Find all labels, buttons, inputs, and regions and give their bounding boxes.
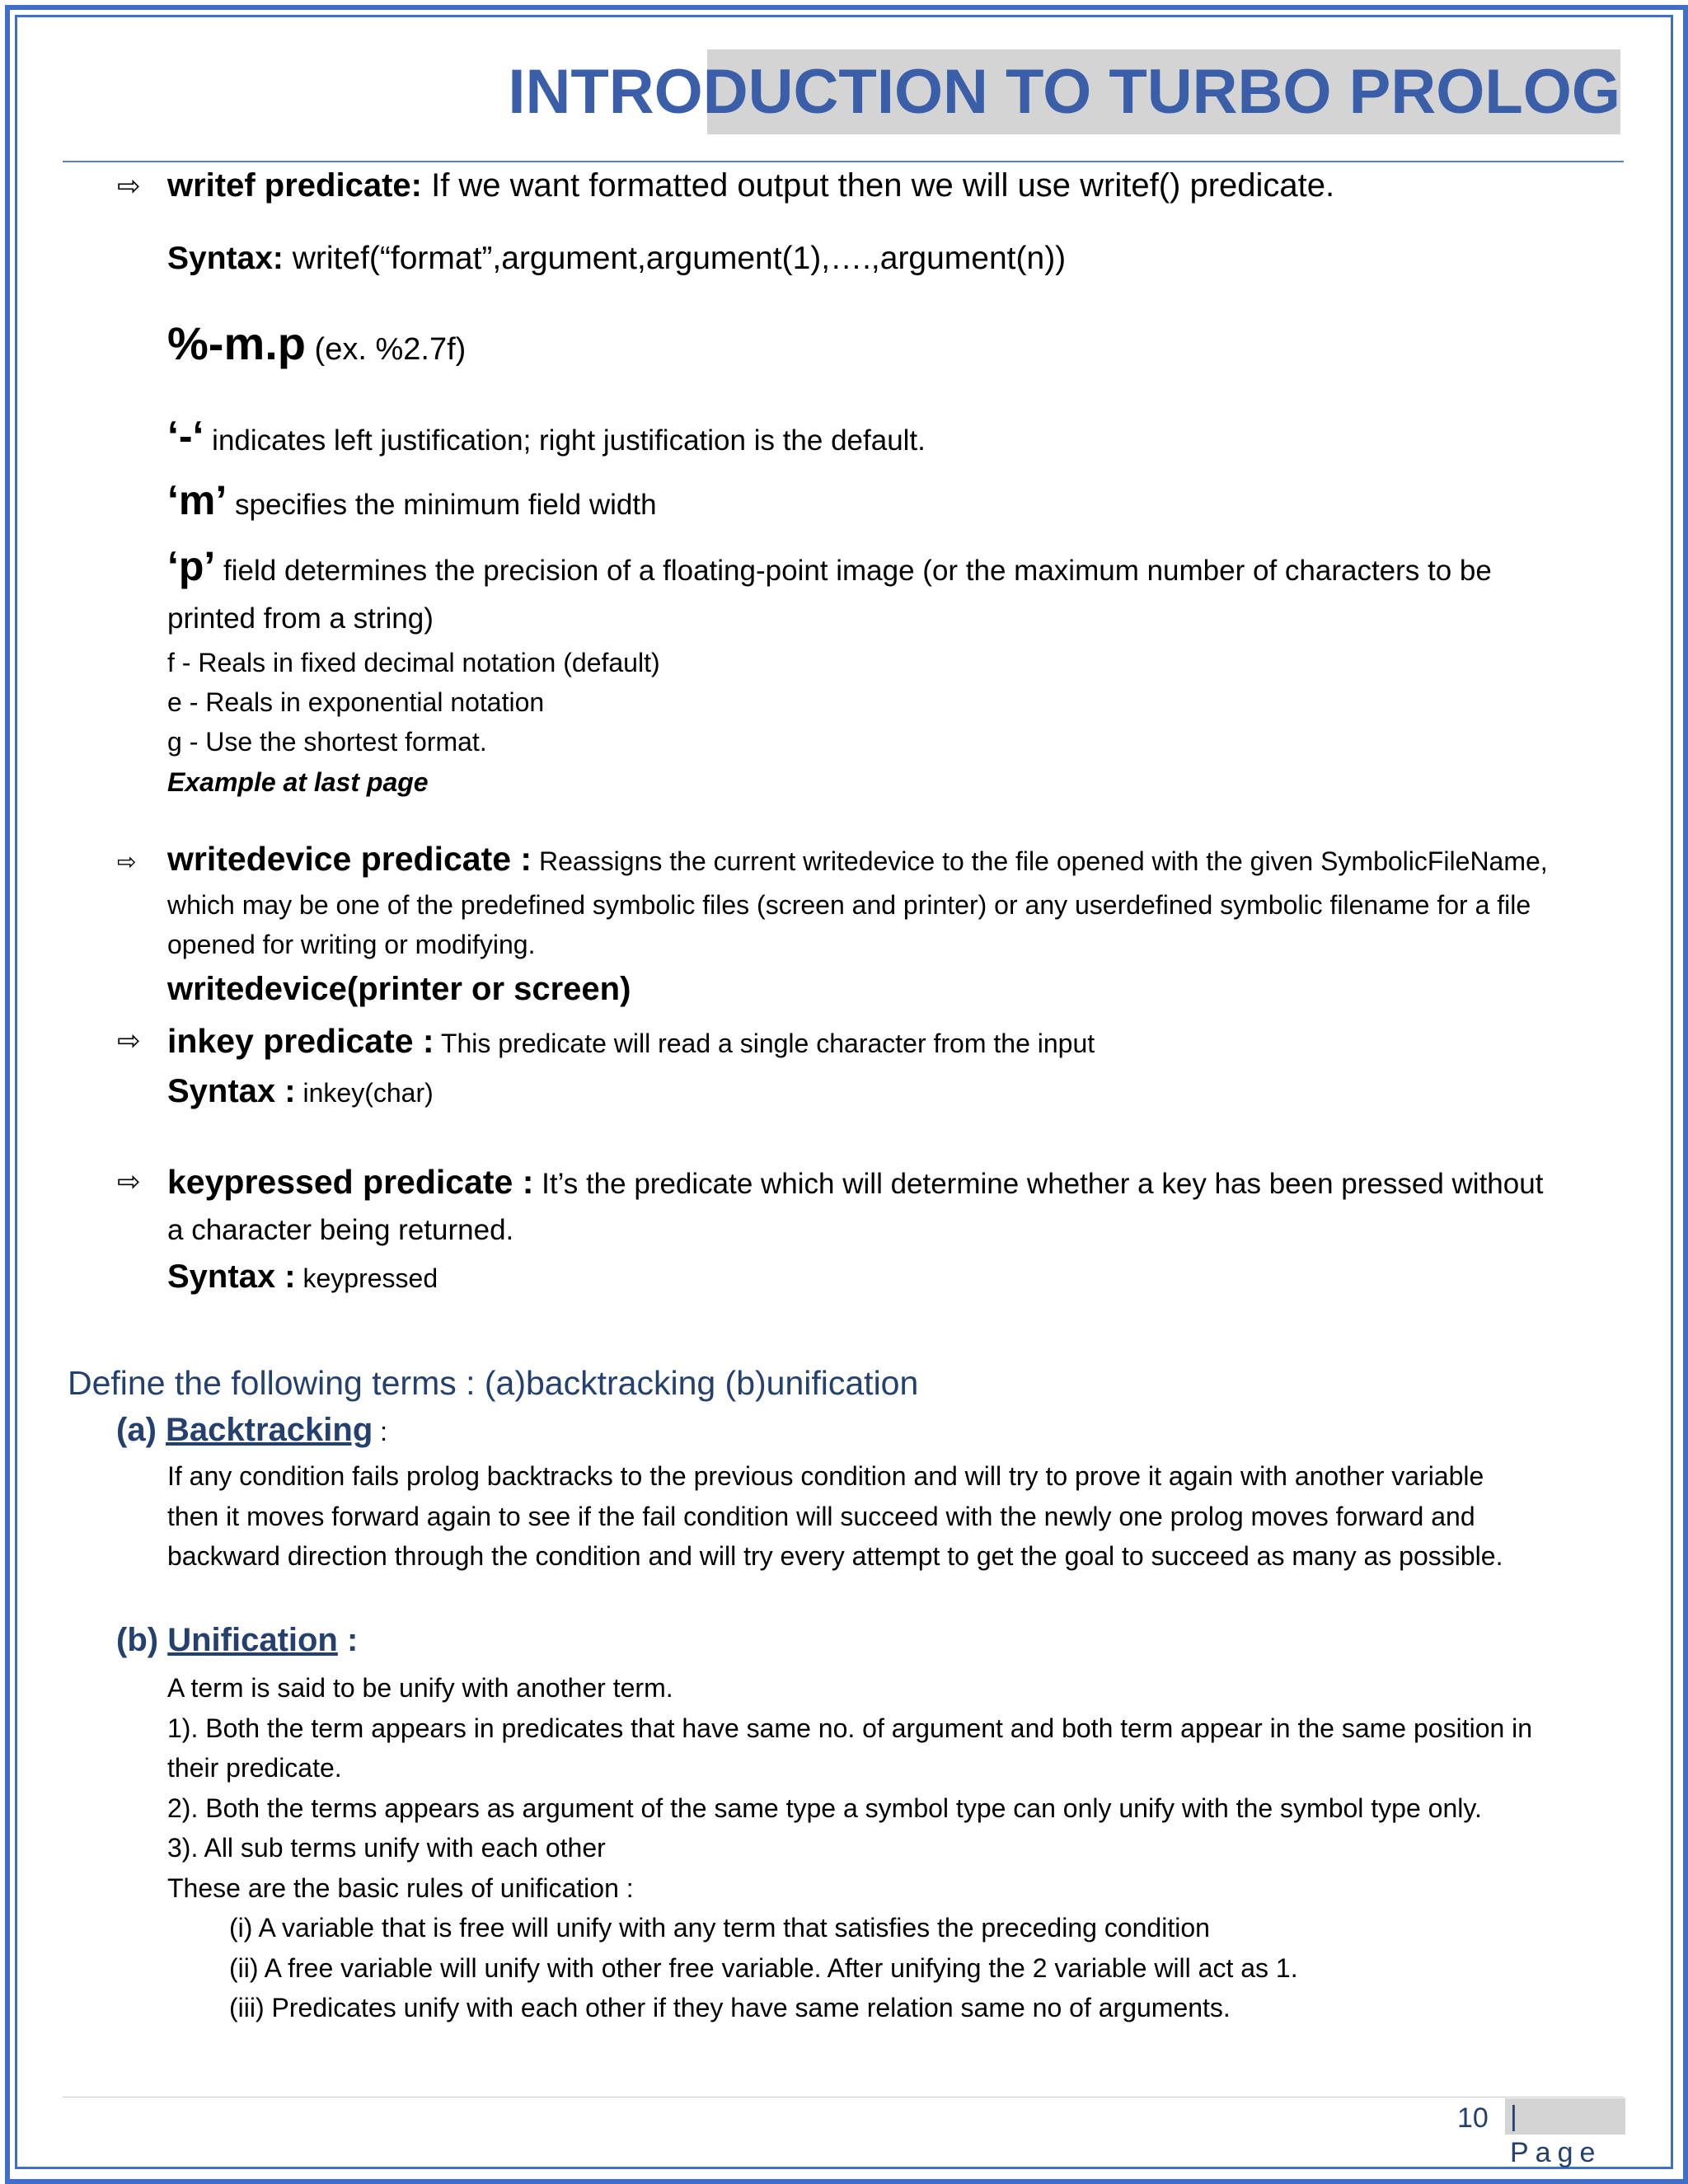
format-g-line: g - Use the shortest format. bbox=[167, 727, 487, 757]
rule-item: (ii) A free variable will unify with other free variable. After unifying the 2 variable will act as 1. bbox=[229, 1953, 1298, 1983]
dash-desc: indicates left justification; right justification is the default. bbox=[204, 424, 926, 457]
inkey-term: inkey predicate : bbox=[167, 1022, 434, 1060]
header-banner bbox=[508, 49, 1620, 134]
unification-line-3: their predicate. bbox=[167, 1753, 342, 1783]
syntax-value: writef(“format”,argument,argument(1),….,argument(n)) bbox=[283, 241, 1067, 276]
inkey-syntax bbox=[167, 1073, 434, 1110]
unification-line-2: 1). Both the term appears in predicates that have same no. of argument and both term appear in the same position in bbox=[167, 1713, 1533, 1743]
m-line bbox=[167, 476, 657, 524]
writef-desc: If we want formatted output then we will use writef() predicate. bbox=[421, 167, 1335, 204]
backtracking-line-3: backward direction through the condition and will try every attempt to get the goal to succeed as many as possible. bbox=[167, 1541, 1503, 1571]
bullet-arrow-icon: ⇨ bbox=[117, 170, 141, 203]
rule-item: (i) A variable that is free will unify with any term that satisfies the preceding condition bbox=[229, 1913, 1210, 1943]
section-heading: Define the following terms : (a)backtracking (b)unification bbox=[68, 1364, 919, 1402]
writedevice-desc-3: opened for writing or modifying. bbox=[167, 930, 536, 959]
m-symbol: ‘m’ bbox=[167, 477, 227, 523]
format-example: (ex. %2.7f) bbox=[306, 332, 467, 367]
example-note: Example at last page bbox=[167, 767, 429, 797]
keypressed-syntax bbox=[167, 1258, 438, 1296]
backtracking-line-2: then it moves forward again to see if the fail condition will succeed with the newly one prolog moves forward and bbox=[167, 1502, 1475, 1531]
page-label: | Page bbox=[1505, 2098, 1625, 2135]
format-spec-line bbox=[167, 316, 466, 370]
bullet-arrow-icon: ⇨ bbox=[117, 1024, 141, 1057]
syntax-label: Syntax : bbox=[167, 1258, 296, 1295]
writedevice-usage: writedevice(printer or screen) bbox=[167, 971, 631, 1007]
page-number: 10 bbox=[1457, 2102, 1489, 2134]
p-desc: field determines the precision of a floating-point image (or the maximum number of characters to be bbox=[215, 555, 1492, 587]
item-marker: (a) bbox=[116, 1412, 157, 1448]
inkey-desc: This predicate will read a single character from the input bbox=[434, 1029, 1095, 1058]
keypressed-desc-2: a character being returned. bbox=[167, 1214, 514, 1246]
dash-line bbox=[167, 412, 926, 460]
page-title: INTRODUCTION TO TURBO PROLOG bbox=[508, 57, 1620, 127]
writedevice-desc-2: which may be one of the predefined symbolic files (screen and printer) or any userdefined symbolic filename for a file bbox=[167, 890, 1531, 920]
header-rule bbox=[63, 161, 1624, 162]
backtracking-line-1: If any condition fails prolog backtracks to the previous condition and will try to prove it again with another variable bbox=[167, 1461, 1484, 1491]
backtracking-heading bbox=[116, 1412, 387, 1449]
inkey-line bbox=[167, 1022, 1095, 1061]
unification-line-6: These are the basic rules of unification : bbox=[167, 1873, 634, 1903]
dash-symbol: ‘-‘ bbox=[167, 413, 204, 459]
writef-syntax bbox=[167, 241, 1066, 277]
format-f-line: f - Reals in fixed decimal notation (default) bbox=[167, 648, 660, 677]
colon: : bbox=[373, 1417, 388, 1446]
item-marker: (b) bbox=[116, 1622, 159, 1658]
unification-line-4: 2). Both the terms appears as argument of the same type a symbol type can only unify with the symbol type only. bbox=[167, 1793, 1482, 1823]
unification-line-5: 3). All sub terms unify with each other bbox=[167, 1833, 606, 1863]
writef-line bbox=[167, 167, 1334, 204]
syntax-value: inkey(char) bbox=[295, 1078, 434, 1108]
syntax-label: Syntax : bbox=[167, 1073, 296, 1109]
m-desc: specifies the minimum field width bbox=[227, 489, 657, 521]
format-e-line: e - Reals in exponential notation bbox=[167, 687, 545, 717]
p-line bbox=[167, 542, 1492, 590]
keypressed-line bbox=[167, 1163, 1543, 1202]
keypressed-term: keypressed predicate : bbox=[167, 1163, 534, 1201]
p-desc-cont: printed from a string) bbox=[167, 602, 434, 635]
bullet-arrow-icon: ⇨ bbox=[117, 848, 137, 875]
rule-item: (iii) Predicates unify with each other if they have same relation same no of arguments. bbox=[229, 1993, 1231, 2022]
unification-line-1: A term is said to be unify with another term. bbox=[167, 1673, 673, 1703]
writef-term: writef predicate: bbox=[167, 167, 422, 204]
writedevice-line bbox=[167, 840, 1548, 879]
writedevice-term: writedevice predicate : bbox=[167, 840, 532, 878]
writedevice-desc: Reassigns the current writedevice to the file opened with the given SymbolicFileName, bbox=[532, 846, 1548, 876]
unification-heading bbox=[116, 1622, 358, 1659]
backtracking-title: Backtracking bbox=[166, 1412, 373, 1448]
colon: : bbox=[337, 1622, 359, 1658]
keypressed-desc: It’s the predicate which will determine whether a key has been pressed without bbox=[533, 1168, 1544, 1200]
unification-title: Unification bbox=[167, 1622, 338, 1658]
bullet-arrow-icon: ⇨ bbox=[117, 1165, 141, 1198]
syntax-label: Syntax: bbox=[167, 241, 284, 276]
syntax-value: keypressed bbox=[295, 1263, 438, 1293]
format-spec: %-m.p bbox=[167, 317, 306, 369]
p-symbol: ‘p’ bbox=[167, 543, 216, 589]
